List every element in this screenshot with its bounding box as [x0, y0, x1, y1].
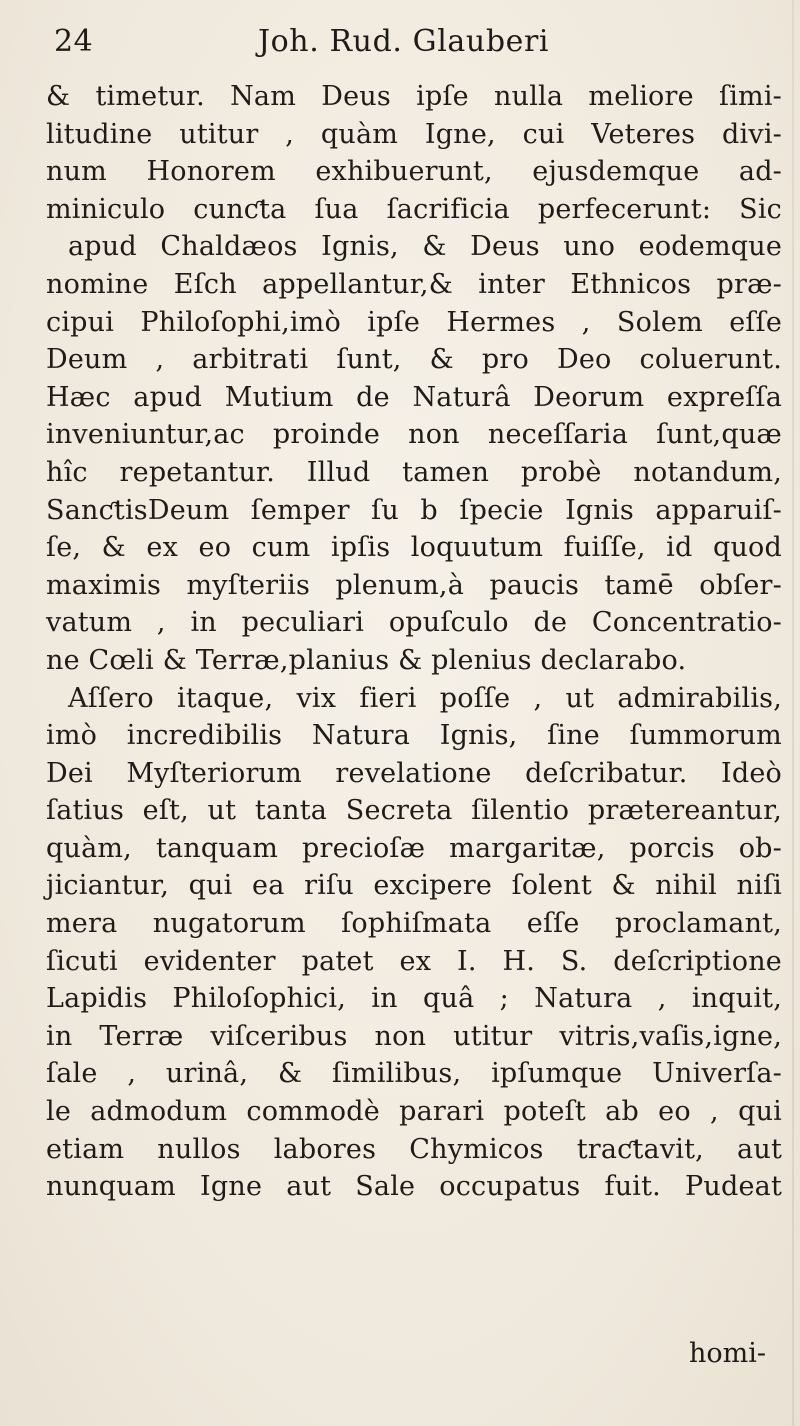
page-edge-shadow — [792, 0, 794, 1426]
text-line: Aſſero itaque, vix fieri poſſe , ut admirabilis, — [68, 682, 782, 714]
text-line: inveniuntur,ac proinde non neceſſaria ſunt,quæ — [46, 419, 782, 451]
text-line: Deum , arbitrati ſunt, & pro Deo coluerunt. — [46, 344, 782, 376]
text-line: cipui Philoſophi,imò ipſe Hermes , Solem eſſe — [46, 306, 782, 338]
text-line: nunquam Igne aut Sale occupatus fuit. Pudeat — [46, 1171, 782, 1203]
catchword: homi- — [688, 1338, 766, 1369]
text-line: Dei Myſteriorum revelatione deſcribatur. Ideò — [46, 757, 782, 789]
running-head: Joh. Rud. Glauberi — [258, 24, 550, 59]
text-line: vatum , in peculiari opuſculo de Concentratio- — [46, 607, 782, 639]
text-line: num Honorem exhibuerunt, ejusdemque ad- — [46, 156, 782, 188]
text-line: Lapidis Philoſophici, in quâ ; Natura , inquit, — [46, 983, 782, 1015]
text-line: in Terræ viſceribus non utitur vitris,vaſis,igne, — [46, 1020, 782, 1052]
text-line: apud Chaldæos Ignis, & Deus uno eodemque — [68, 231, 782, 263]
text-line: nomine Eſch appellantur,& inter Ethnicos præ- — [46, 268, 782, 300]
text-line: etiam nullos labores Chymicos traƈtavit, aut — [46, 1133, 782, 1165]
text-line: SanƈtisDeum ſemper ſu b ſpecie Ignis apparuiſ- — [46, 494, 782, 526]
text-line: le admodum commodè parari poteſt ab eo , qui — [46, 1096, 782, 1128]
text-line: imò incredibilis Natura Ignis, ſine ſummorum — [46, 720, 782, 752]
text-line: ne Cœli & Terræ,planius & plenius declarabo. — [46, 644, 687, 676]
text-line: Hæc apud Mutium de Naturâ Deorum expreſſa — [46, 381, 782, 413]
text-line: mera nugatorum ſophiſmata eſſe proclamant, — [46, 908, 782, 940]
body-text — [46, 78, 782, 1206]
text-line: ſicuti evidenter patet ex I. H. S. deſcriptione — [46, 945, 782, 977]
text-line: jiciantur, qui ea riſu excipere ſolent & nihil niſi — [46, 870, 782, 902]
page-header — [40, 18, 780, 62]
text-line: quàm, tanquam precioſæ margaritæ, porcis ob- — [46, 832, 782, 864]
text-line: ſale , urinâ, & ſimilibus, ipſumque Univerſa- — [46, 1058, 782, 1090]
text-line: maximis myſteriis plenum,à paucis tamē obſer- — [46, 569, 782, 601]
text-line: & timetur. Nam Deus ipſe nulla meliore ſimi- — [46, 81, 782, 112]
text-line: miniculo cunƈta ſua ſacrificia perfecerunt: Sic — [46, 193, 782, 225]
text-line: hîc repetantur. Illud tamen probè notandum, — [46, 456, 782, 488]
text-line: ſe, & ex eo cum ipſis loquutum fuiſſe, id quod — [46, 532, 782, 564]
page-number: 24 — [54, 24, 94, 59]
text-line: ſatius eſt, ut tanta Secreta ſilentio prætereantur, — [46, 795, 782, 827]
text-line: litudine utitur , quàm Igne, cui Veteres divi- — [46, 118, 782, 150]
